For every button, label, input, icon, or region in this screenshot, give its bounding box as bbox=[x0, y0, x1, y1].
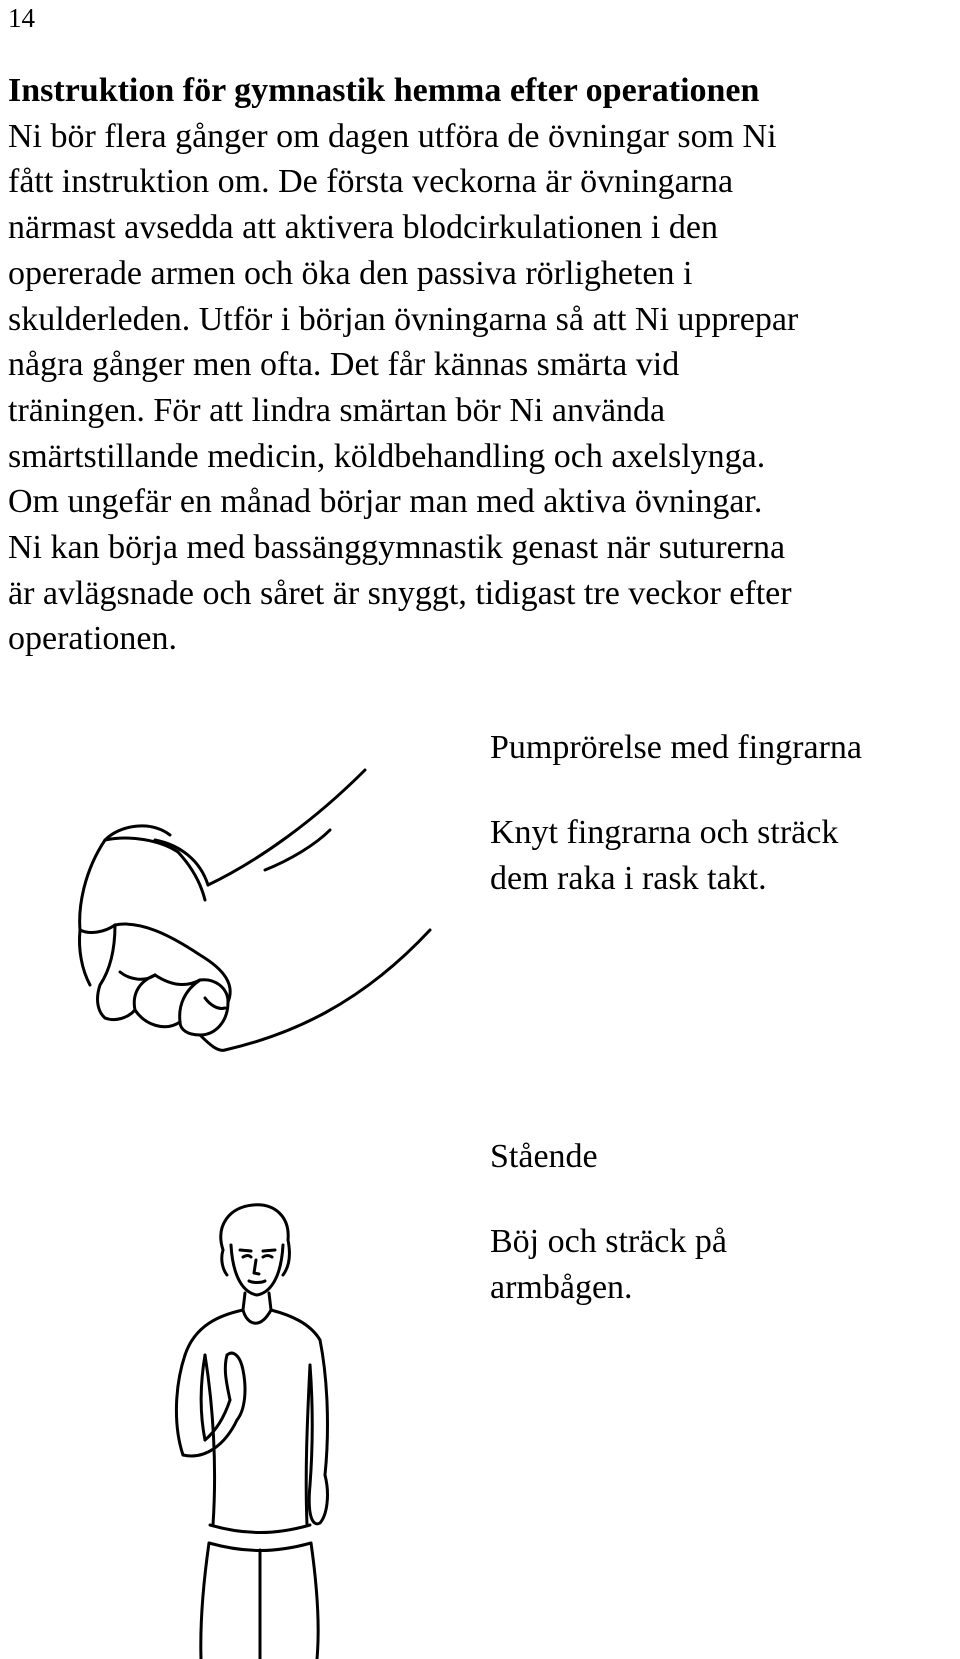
standing-person-illustration bbox=[165, 1205, 345, 1659]
exercise-instruction-line: dem raka i rask takt. bbox=[490, 860, 767, 897]
page-number: 14 bbox=[8, 3, 35, 33]
intro-section bbox=[8, 68, 953, 662]
body-line: fått instruktion om. De första veckorna är övningarna bbox=[8, 163, 734, 201]
body-line: operationen. bbox=[8, 620, 177, 658]
body-line: smärtstillande medicin, köldbehandling och axelslynga. bbox=[8, 437, 766, 475]
section-heading: Instruktion för gymnastik hemma efter operationen bbox=[8, 72, 760, 109]
exercise-caption bbox=[490, 725, 862, 902]
body-line: Ni kan börja med bassänggymnastik genast när suturerna bbox=[8, 529, 786, 567]
body-line: några gånger men ofta. Det får kännas smärta vid bbox=[8, 346, 680, 384]
body-line: opererade armen och öka den passiva rörligheten i bbox=[8, 254, 693, 292]
body-line: skulderleden. Utför i början övningarna så att Ni upprepar bbox=[8, 300, 799, 338]
body-line: närmast avsedda att aktivera blodcirkulationen i den bbox=[8, 209, 718, 247]
body-line: Om ungefär en månad börjar man med aktiva övningar. bbox=[8, 483, 763, 521]
exercise-instruction-line: armbågen. bbox=[490, 1269, 633, 1306]
exercise-instruction-line: Knyt fingrarna och sträck bbox=[490, 814, 839, 851]
exercise-instruction-line: Böj och sträck på bbox=[490, 1223, 727, 1260]
exercise-caption bbox=[490, 1134, 727, 1311]
fist-illustration bbox=[60, 760, 480, 1090]
exercise-title: Stående bbox=[490, 1138, 598, 1175]
body-line: är avlägsnade och såret är snyggt, tidigast tre veckor efter bbox=[8, 574, 792, 612]
exercise-title: Pumprörelse med fingrarna bbox=[490, 729, 862, 766]
body-line: Ni bör flera gånger om dagen utföra de övningar som Ni bbox=[8, 117, 777, 155]
body-line: träningen. För att lindra smärtan bör Ni använda bbox=[8, 391, 666, 429]
